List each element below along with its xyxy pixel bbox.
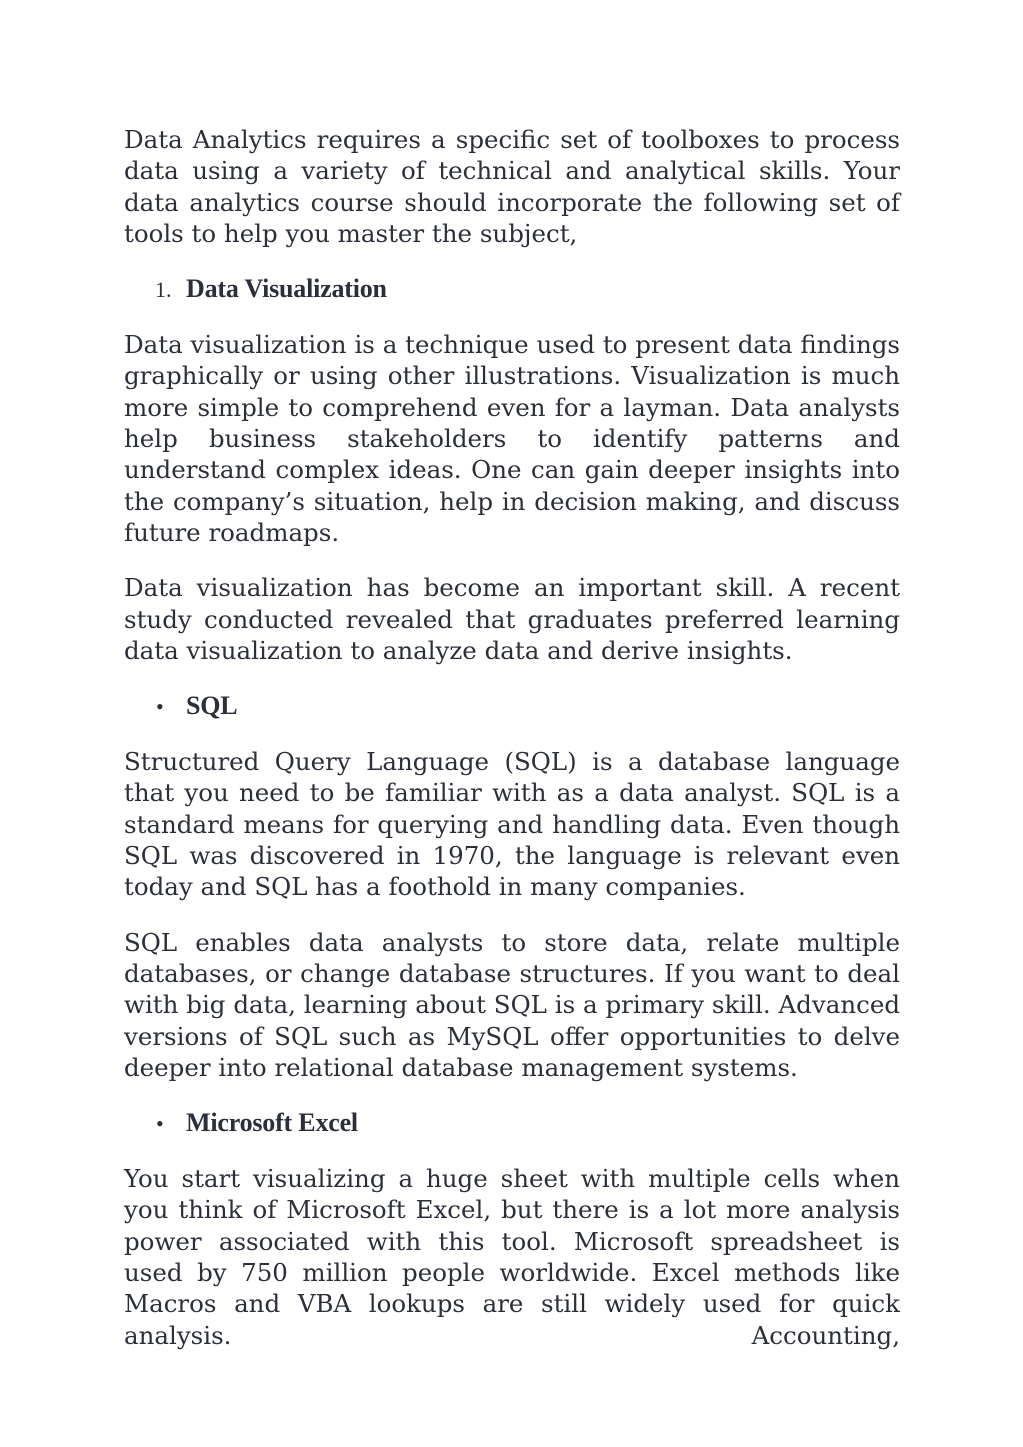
list-number-marker: 1. [155, 277, 172, 303]
section-heading-sql [124, 690, 900, 722]
document-page [124, 124, 900, 1351]
bullet-icon: • [156, 694, 164, 720]
section-heading-microsoft-excel [124, 1107, 900, 1139]
body-paragraph: Structured Query Language (SQL) is a database language that you need to be familiar with as a data analyst. SQL is a standard means for querying and handling data. Even though SQL was discovered in 1970, the language is relevant even today and SQL has a foothold in many companies. [124, 747, 900, 902]
section-title: Microsoft Excel [186, 1108, 358, 1138]
body-paragraph: SQL enables data analysts to store data, relate multiple databases, or change database structures. If you want to deal with big data, learning about SQL is a primary skill. Advanced versions of SQL such as MySQL offer opportunities to delve deeper into relational database management systems. [124, 927, 900, 1082]
body-paragraph: Data visualization is a technique used to present data findings graphically or using other illustrations. Visualization is much more simple to comprehend even for a layman. Data analysts help business stakeholders to identify patterns and understand complex ideas. One can gain deeper insights into the company’s situation, help in decision making, and discuss future roadmaps. [124, 330, 900, 547]
section-title: Data Visualization [186, 274, 387, 304]
body-paragraph: Data visualization has become an important skill. A recent study conducted revealed that graduates preferred learning data visualization to analyze data and derive insights. [124, 573, 900, 665]
section-title: SQL [186, 691, 238, 721]
bullet-icon: • [156, 1111, 164, 1137]
body-paragraph: You start visualizing a huge sheet with multiple cells when you think of Microsoft Excel, but there is a lot more analysis power associated with this tool. Microsoft spreadsheet is used by 750 million people worldwide. Excel methods like Macros and VBA lookups are still widely used for quick analysis. Accounting, [124, 1164, 900, 1350]
section-heading-data-visualization [124, 273, 900, 305]
intro-paragraph: Data Analytics requires a specific set of toolboxes to process data using a variety of technical and analytical skills. Your data analytics course should incorporate the following set of tools to help you master the subject, [124, 125, 900, 248]
